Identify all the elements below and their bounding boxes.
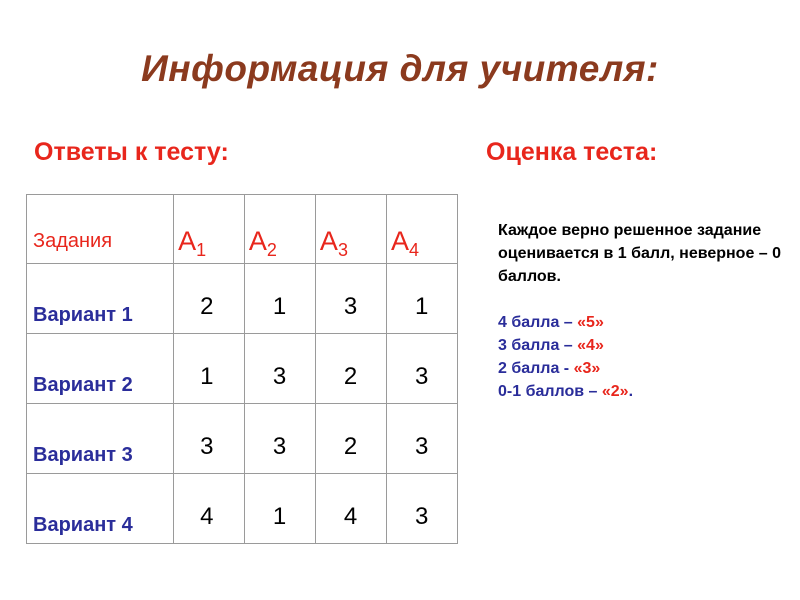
answer-cell: 3 [244, 404, 315, 474]
column-letter: А [178, 226, 197, 256]
column-letter: А [248, 226, 267, 256]
grade-mark: «2» [601, 383, 629, 400]
answer-cell: 3 [386, 404, 457, 474]
answer-cell: 3 [315, 264, 386, 334]
answer-cell: 1 [244, 474, 315, 544]
column-subscript: 4 [408, 240, 419, 260]
column-header-a3 [315, 195, 386, 264]
table-row [27, 474, 458, 544]
answer-cell: 1 [174, 334, 245, 404]
answer-cell: 3 [386, 334, 457, 404]
grade-mark: «3» [573, 360, 601, 377]
grade-mark: «4» [577, 337, 604, 354]
grade-points: 2 балла - [498, 360, 574, 377]
grade-line [498, 357, 788, 380]
grade-points: 0-1 баллов – [498, 383, 602, 400]
answer-cell: 3 [244, 334, 315, 404]
grading-block [498, 219, 788, 403]
table-header-row [27, 195, 458, 264]
grade-mark: «5» [577, 314, 604, 331]
answer-cell: 2 [174, 264, 245, 334]
corner-label: Задания [27, 195, 174, 264]
table-row [27, 264, 458, 334]
column-header-a1 [174, 195, 245, 264]
column-header-a2 [244, 195, 315, 264]
column-subscript: 3 [337, 240, 348, 260]
table-row [27, 404, 458, 474]
grade-points: 3 балла – [498, 337, 578, 354]
grading-description: Каждое верно решенное задание оценивается в 1 балл, неверное – 0 баллов. [498, 222, 782, 285]
answer-cell: 3 [386, 474, 457, 544]
answer-cell: 2 [315, 404, 386, 474]
answers-heading: Ответы к тесту: [34, 138, 229, 166]
grading-heading: Оценка теста: [486, 138, 658, 166]
row-label: Вариант 3 [27, 404, 174, 474]
grade-line [498, 380, 788, 403]
row-label: Вариант 4 [27, 474, 174, 544]
row-label: Вариант 2 [27, 334, 174, 404]
column-subscript: 1 [196, 240, 207, 260]
slide-title: Информация для учителя: [141, 48, 659, 89]
grade-points: 4 балла – [498, 314, 578, 331]
column-letter: А [390, 226, 409, 256]
table-row [27, 334, 458, 404]
row-label: Вариант 1 [27, 264, 174, 334]
grade-tail: . [628, 383, 634, 400]
column-header-a4 [386, 195, 457, 264]
grade-line [498, 334, 788, 357]
answer-cell: 1 [244, 264, 315, 334]
answer-cell: 2 [315, 334, 386, 404]
answer-cell: 3 [174, 404, 245, 474]
column-letter: А [319, 226, 338, 256]
answer-cell: 1 [386, 264, 457, 334]
answers-table [26, 194, 458, 544]
column-subscript: 2 [266, 240, 277, 260]
answer-cell: 4 [315, 474, 386, 544]
answer-cell: 4 [174, 474, 245, 544]
grade-line [498, 311, 788, 334]
